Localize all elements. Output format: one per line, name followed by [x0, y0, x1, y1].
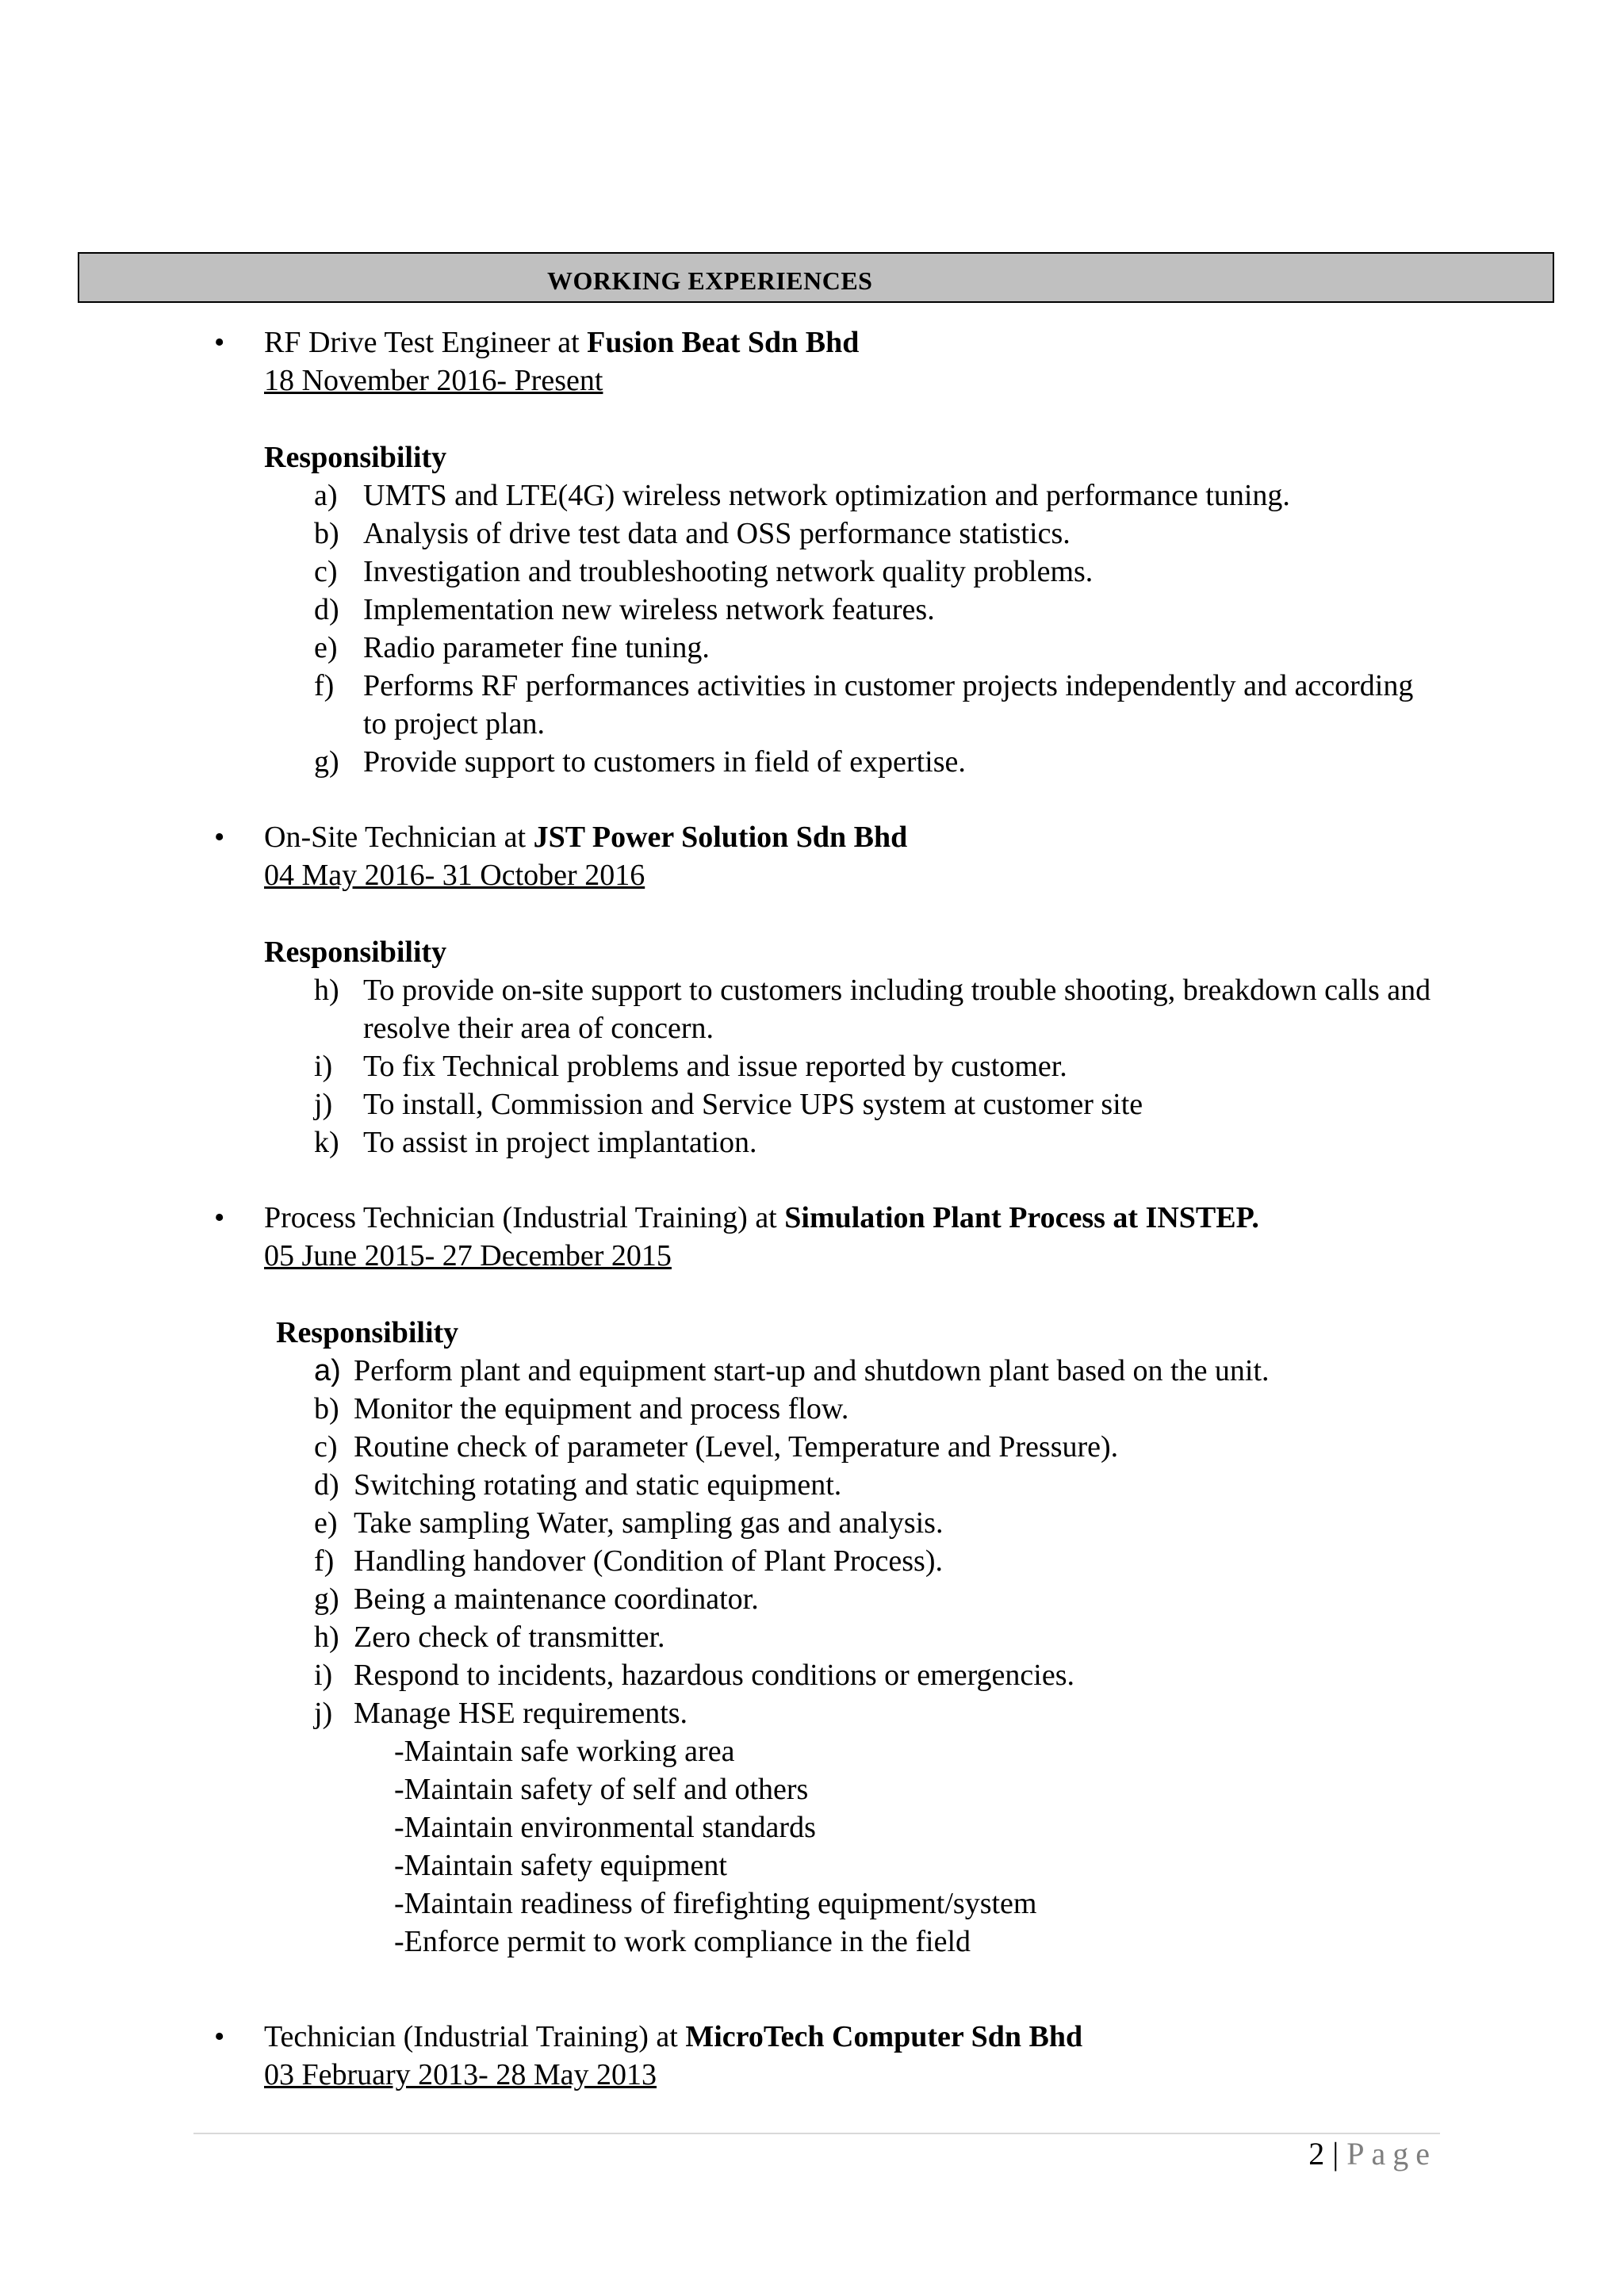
footer-divider	[193, 2133, 1440, 2134]
list-item: d) Implementation new wireless network features.	[314, 593, 935, 626]
job-dates: 04 May 2016- 31 October 2016	[264, 859, 645, 892]
job-dates: 18 November 2016- Present	[264, 364, 603, 397]
bullet-icon: •	[214, 821, 225, 854]
list-item: d) Switching rotating and static equipment.	[314, 1468, 842, 1502]
job-role: Process Technician (Industrial Training) at	[264, 1201, 785, 1234]
list-item: h) Zero check of transmitter.	[314, 1621, 665, 1654]
list-item: k) To assist in project implantation.	[314, 1126, 757, 1159]
job-title-line	[264, 1199, 1259, 1237]
responsibility-heading: Responsibility	[276, 1316, 459, 1349]
list-item: -Maintain safety equipment	[394, 1849, 727, 1882]
list-item: -Maintain safe working area	[394, 1735, 735, 1768]
list-item: b) Monitor the equipment and process flow.	[314, 1392, 849, 1425]
responsibility-list	[314, 1352, 1440, 1732]
job-role: Technician (Industrial Training) at	[264, 2020, 686, 2053]
job-entry	[214, 2018, 1083, 2094]
job-title-line	[264, 323, 859, 362]
job-company: Fusion Beat Sdn Bhd	[587, 326, 860, 359]
job-company: Simulation Plant Process at INSTEP.	[784, 1201, 1259, 1234]
list-item: g) Being a maintenance coordinator.	[314, 1582, 759, 1616]
list-item: j) To install, Commission and Service UPS system at customer site	[314, 1088, 1143, 1121]
job-dates: 05 June 2015- 27 December 2015	[264, 1239, 672, 1272]
list-item: b) Analysis of drive test data and OSS performance statistics.	[314, 517, 1071, 550]
list-item: e) Take sampling Water, sampling gas and analysis.	[314, 1506, 944, 1540]
list-item: -Maintain environmental standards	[394, 1811, 816, 1844]
list-item: a) Perform plant and equipment start-up and shutdown plant based on the unit.	[314, 1354, 1270, 1387]
job-role: On-Site Technician at	[264, 821, 534, 854]
responsibility-heading: Responsibility	[264, 936, 447, 969]
list-item: c) Investigation and troubleshooting network quality problems.	[314, 555, 1094, 588]
job-dates: 03 February 2013- 28 May 2013	[264, 2058, 657, 2091]
responsibility-heading: Responsibility	[264, 441, 447, 474]
job-company: MicroTech Computer Sdn Bhd	[685, 2020, 1083, 2053]
list-item: e) Radio parameter fine tuning.	[314, 631, 710, 664]
list-item: i) Respond to incidents, hazardous conditions or emergencies.	[314, 1659, 1074, 1692]
list-item: -Maintain readiness of firefighting equipment/system	[394, 1887, 1037, 1920]
job-entry	[214, 818, 908, 894]
list-item: j) Manage HSE requirements.	[314, 1697, 688, 1730]
job-entry	[214, 323, 860, 400]
job-entry	[214, 1199, 1259, 1275]
job-company: JST Power Solution Sdn Bhd	[533, 821, 908, 854]
list-item: g) Provide support to customers in field of expertise.	[314, 745, 966, 779]
section-title: WORKING EXPERIENCES	[547, 266, 873, 295]
list-item: i) To fix Technical problems and issue reported by customer.	[314, 1050, 1067, 1083]
bullet-icon: •	[214, 1201, 225, 1234]
bullet-icon: •	[214, 2020, 225, 2053]
job-role: RF Drive Test Engineer at	[264, 326, 588, 359]
list-item: f) Performs RF performances activities in customer projects independently and according to project plan.	[314, 669, 1414, 740]
list-item: -Maintain safety of self and others	[394, 1773, 809, 1806]
footer-separator: |	[1332, 2136, 1339, 2172]
page-label: Page	[1346, 2136, 1437, 2172]
bullet-icon: •	[214, 326, 225, 359]
list-item: -Enforce permit to work compliance in the field	[394, 1925, 971, 1958]
list-item: c) Routine check of parameter (Level, Temperature and Pressure).	[314, 1430, 1119, 1464]
job-title-line	[264, 2018, 1082, 2056]
list-item: f) Handling handover (Condition of Plant Process).	[314, 1544, 944, 1578]
hse-sublist	[394, 1732, 1036, 1961]
section-header-bar	[78, 252, 1554, 303]
responsibility-list	[314, 476, 1424, 781]
page-number: 2	[1308, 2136, 1325, 2172]
list-item: a) UMTS and LTE(4G) wireless network optimization and performance tuning.	[314, 479, 1290, 512]
page-footer	[1308, 2134, 1437, 2174]
responsibility-list	[314, 971, 1440, 1161]
list-item: h) To provide on-site support to customers including trouble shooting, breakdown calls and resolve their area of concern.	[314, 974, 1431, 1045]
job-title-line	[264, 818, 907, 856]
